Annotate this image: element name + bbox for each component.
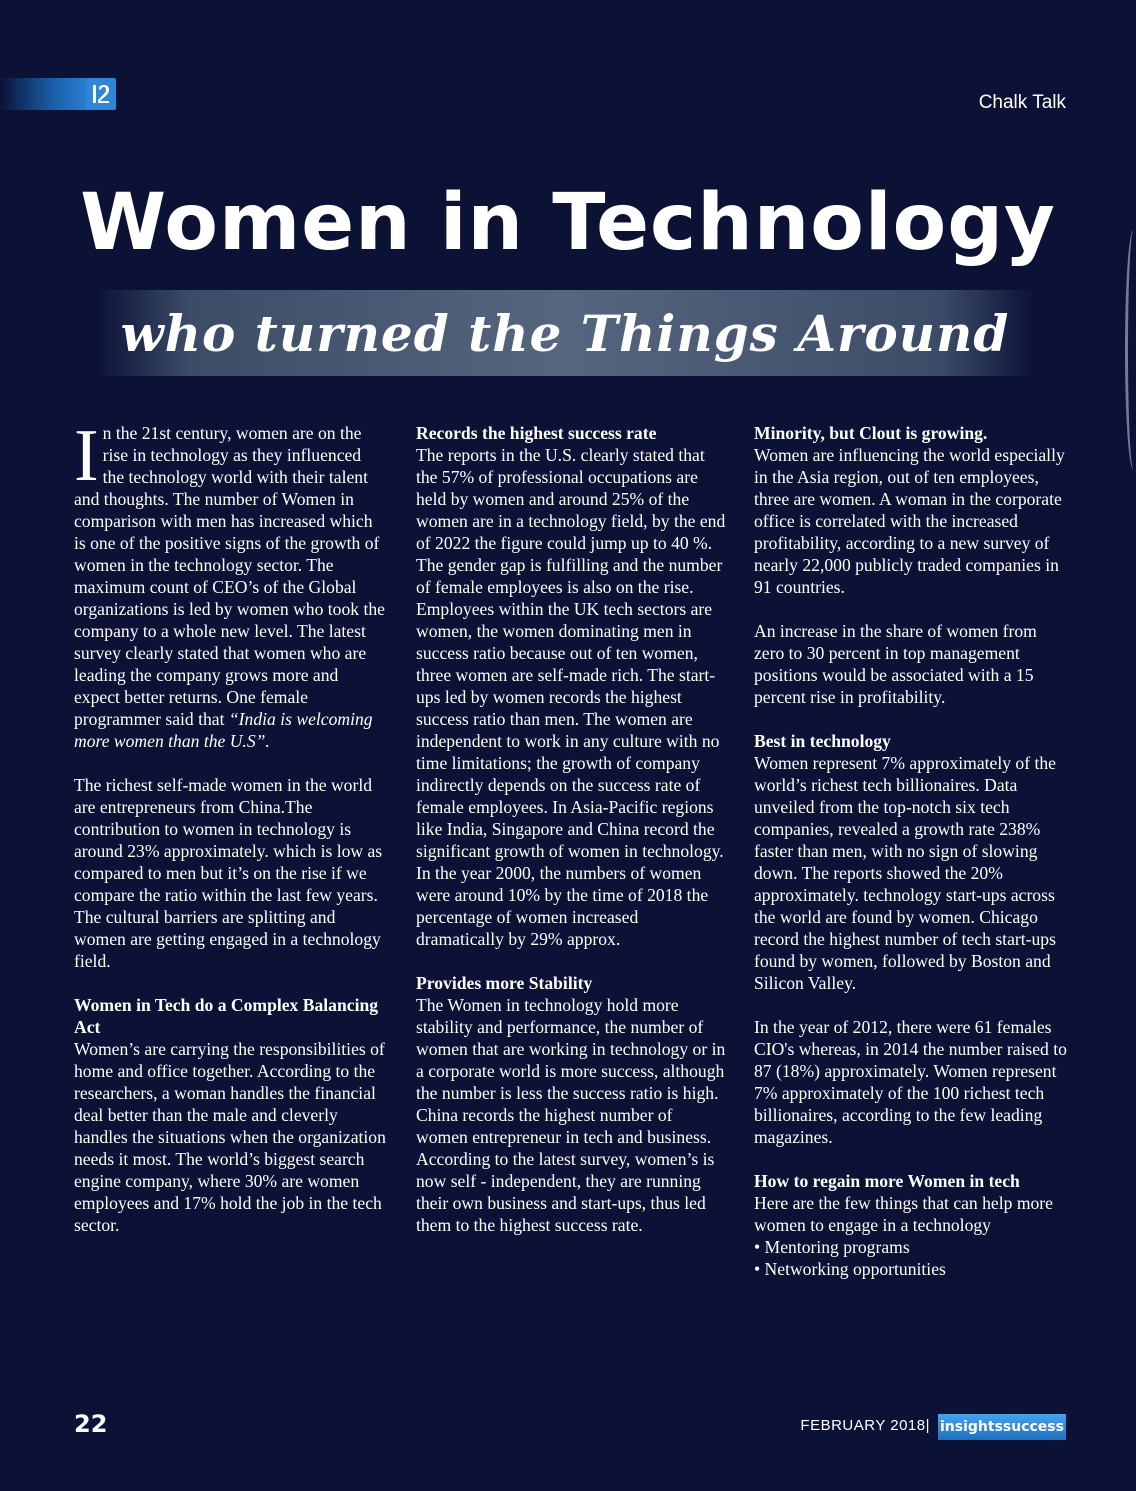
section-heading: Minority, but Clout is growing.: [754, 423, 988, 443]
section-heading: Women in Tech do a Complex Balancing Act: [74, 995, 379, 1037]
subtitle: who turned the Things Around: [120, 303, 1010, 363]
intro-quote: “India is welcoming more women than the U.S”.: [74, 709, 373, 751]
section-heading: Provides more Stability: [416, 973, 593, 993]
section-label: Chalk Talk: [978, 92, 1066, 113]
paragraph: Here are the few things that can help more women to engage in a technology: [754, 1193, 1053, 1235]
paragraph: The Women in technology hold more stability and performance, the number of women that are working in technology or in a corporate world is more success, although the number is less the success ratio is high. China records the highest number of women entrepreneur in tech and business. According to the latest survey, women’s is now self - independent, they are running their own business and start-ups, thus led them to the highest success rate.: [416, 995, 726, 1235]
list-item: • Mentoring programs: [754, 1237, 910, 1257]
bullet-list: [754, 1236, 1068, 1280]
decorative-edge-curve: [1125, 230, 1136, 470]
paragraph: Women’s are carrying the responsibilities of home and office together. According to the researchers, a woman handles the financial deal better than the male and cleverly handles the situations when the organization needs it most. The world’s biggest search engine company, where 30% are women employees and 17% hold the job in the tech sector.: [74, 1039, 386, 1235]
paragraph: The reports in the U.S. clearly stated that the 57% of professional occupations are held by women and around 25% of the women are in a technology field, by the end of 2022 the figure could jump up to 40 %. The gender gap is fulfilling and the number of female employees is also on the rise. Employees within the UK tech sectors are women, the women dominating men in success ratio because out of ten women, three women are self-made rich. The start-ups led by women records the highest success ratio than men. The women are independent to work in any culture with no time limitations; the growth of company indirectly depends on the success rate of female employees. In Asia-Pacific regions like India, Singapore and China record the significant growth of women in technology. In the year 2000, the numbers of women were around 10% by the time of 2018 the percentage of women increased dramatically by 29% approx.: [416, 445, 726, 949]
magazine-logo-icon: [86, 78, 116, 110]
page-number: 22: [74, 1410, 108, 1438]
brand-name: insightssuccess: [940, 1419, 1064, 1435]
paragraph: Women represent 7% approximately of the world’s richest tech billionaires. Data unveiled from the top-notch six tech companies, revealed a growth rate 238% faster than men, with no sign of slowing down. The reports showed the 20% approximately. technology start-ups across the world are found by women. Chicago record the highest number of tech start-ups found by women, followed by Boston and Silicon Valley.: [754, 753, 1056, 993]
section-heading: Records the highest success rate: [416, 423, 657, 443]
intro-text: n the 21st century, women are on the rise in technology as they influenced the technology world with their talent and thoughts. The number of Women in comparison with men has increased which is one of the positive signs of the growth of women in the technology sector. The maximum count of CEO’s of the Global organizations is led by women who took the company to a whole new level. The latest survey clearly stated that women who are leading the company grows more and expect better returns. One female programmer said that: [74, 423, 385, 729]
paragraph: An increase in the share of women from zero to 30 percent in top management positions would be associated with a 15 percent rise in profitability.: [754, 621, 1037, 707]
paragraph: Women are influencing the world especially in the Asia region, out of ten employees, three are women. A woman in the corporate office is correlated with the increased profitability, according to a new survey of nearly 22,000 publicly traded companies in 91 countries.: [754, 445, 1065, 597]
drop-cap: I: [74, 415, 99, 497]
issue-date: FEBRUARY 2018|: [800, 1417, 930, 1434]
section-heading: Best in technology: [754, 731, 891, 751]
paragraph: The richest self-made women in the world are entrepreneurs from China.The contribution to women in technology is around 23% approximately. which is low as compared to men but it’s on the rise if we compare the ratio within the last few years. The cultural barriers are splitting and women are getting engaged in a technology field.: [74, 775, 383, 971]
list-item: • Networking opportunities: [754, 1259, 946, 1279]
brand-logo: [938, 1414, 1066, 1440]
subtitle-banner: [96, 290, 1034, 376]
paragraph: In the year of 2012, there were 61 females CIO's whereas, in 2014 the number raised to 87 (18%) approximately. Women represent 7% approximately of the 100 richest tech billionaires, according to the few leading magazines.: [754, 1017, 1067, 1147]
header-color-band: [0, 78, 88, 110]
article-column-2: [416, 422, 728, 1236]
section-heading: How to regain more Women in tech: [754, 1171, 1020, 1191]
page-title: Women in Technology: [80, 178, 1056, 268]
article-column-3: [754, 422, 1068, 1280]
article-column-1: [74, 415, 386, 1236]
intro-paragraph: [74, 415, 386, 752]
